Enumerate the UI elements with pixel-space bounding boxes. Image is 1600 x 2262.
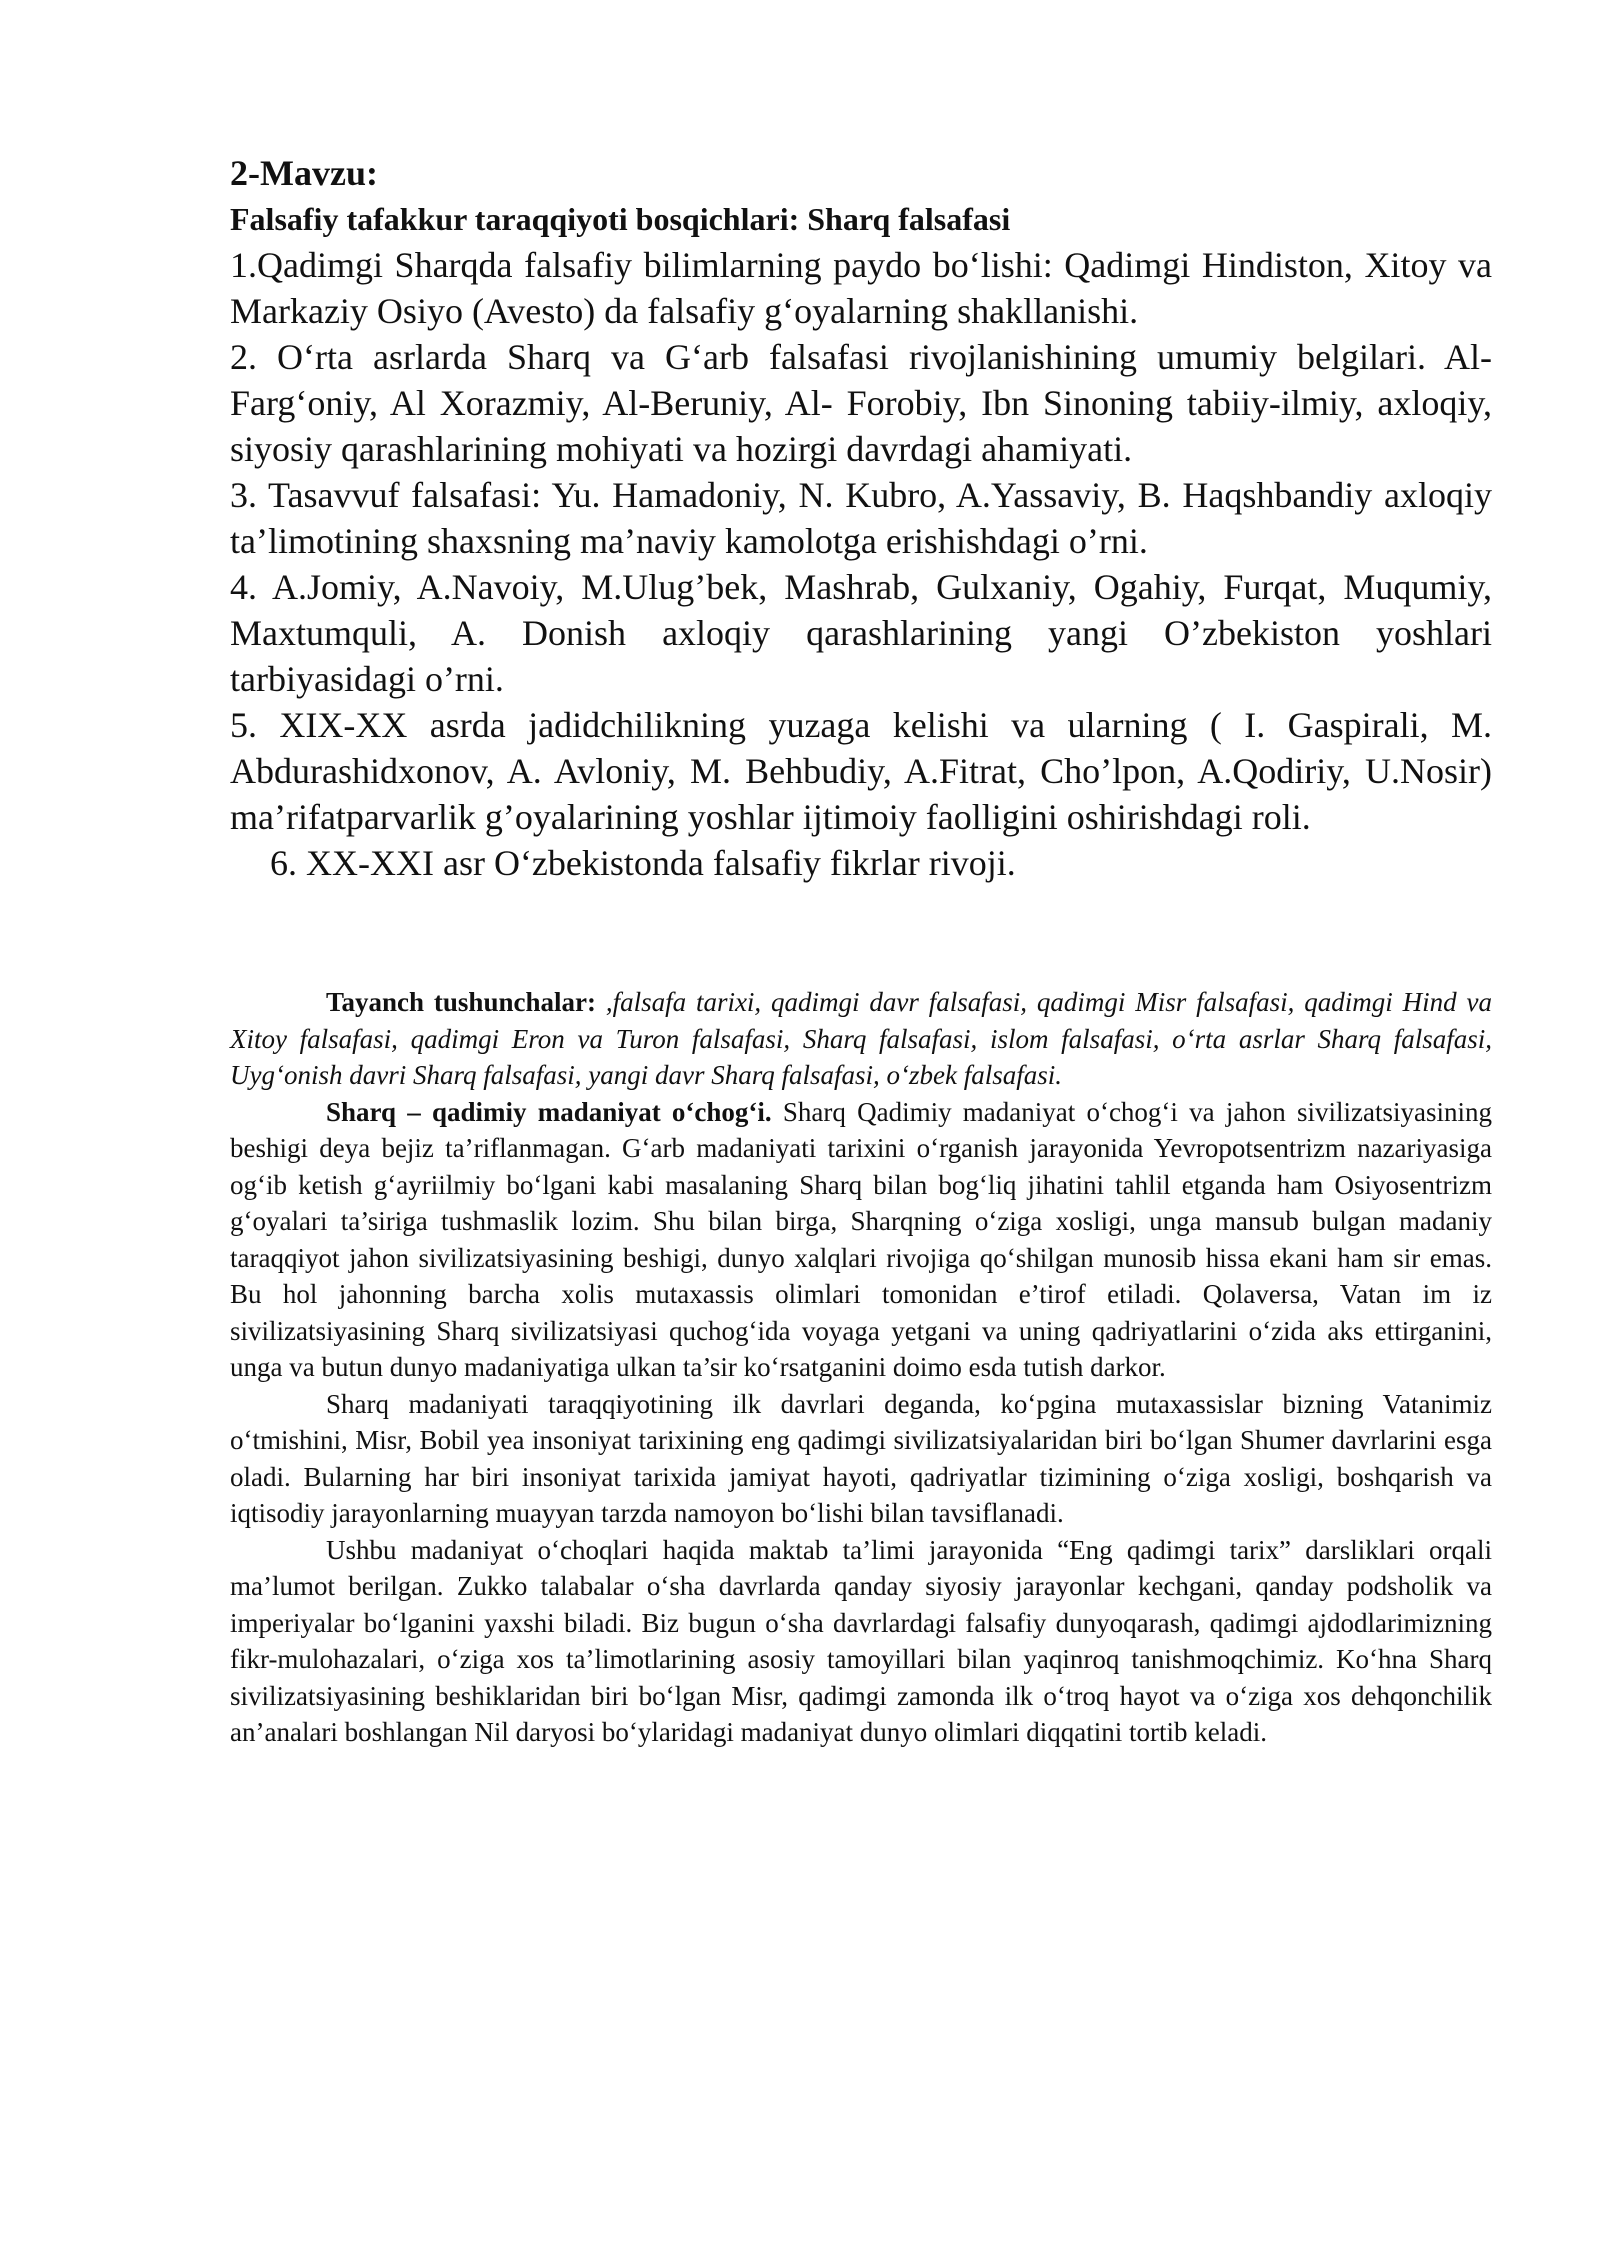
body-paragraph: Sharq madaniyati taraqqiyotining ilk davrlari deganda, ko‘pgina mutaxassislar bizning Vatanimiz o‘tmishini, Misr, Bobil yea insoniyat tarixining eng qadimgi sivilizatsiyalaridan biri bo‘lgan Shumer davrlarini esga oladi. Bularning har biri insoniyat tarixida jamiyat hayoti, qadriyatlar tizimining o‘ziga xosligi, boshqarish va iqtisodiy jarayonlarning muayyan tarzda namoyon bo‘lishi bilan tavsiflanadi. (230, 1388, 1492, 1528)
topic-subtitle: Falsafiy tafakkur taraqqiyoti bosqichlari: Sharq falsafasi (230, 201, 1011, 237)
plan-list (230, 242, 1492, 886)
section-intro-text: Sharq Qadimiy madaniyat o‘chog‘i va jahon sivilizatsiyasining beshigi deya bejiz ta’riflanmagan. G‘arb madaniyati tarixini o‘rganish jarayonida Yevropotsentrizm nazariyasiga og‘ib ketish g‘ayriilmiy bo‘lgani kabi masalaning Sharq bilan bog‘liq jihatini tahlil etganda ham Osiyosentrizm g‘oyalari ta’siriga tushmaslik lozim. Shu bilan birga, Sharqning o‘ziga xosligi, unga mansub bulgan madaniy taraqqiyot jahon sivilizatsiyasining beshigi, dunyo xalqlari rivojiga qo‘shilgan munosib hissa ekani ham sir emas. Bu hol jahonning barcha xolis mutaxassis olimlari tomonidan e’tirof etiladi. Qolaversa, Vatan im iz sivilizatsiyasining Sharq sivilizatsiyasi quchog‘ida voyaga yetgani va uning qadriyatlarini o‘zida aks ettirganini, unga va butun dunyo madaniyatiga ulkan ta’sir ko‘rsatganini doimo esda tutish darkor. (230, 1096, 1492, 1382)
plan-item: 6. XX-XXI asr O‘zbekistonda falsafiy fikrlar rivoji. (270, 843, 1016, 883)
section-heading: Sharq – qadimiy madaniyat o‘chog‘i. (326, 1096, 772, 1127)
plan-item: 5. XIX-XX asrda jadidchilikning yuzaga kelishi va ularning ( I. Gaspirali, M. Abdurashidxonov, A. Avloniy, M. Behbudiy, A.Fitrat, Cho’lpon, A.Qodiriy, U.Nosir) ma’rifatparvarlik g’oyalarining yoshlar ijtimoiy faolligini oshirishdagi roli. (230, 705, 1492, 837)
key-concepts-label: Tayanch tushunchalar: (326, 987, 596, 1017)
plan-item: 1.Qadimgi Sharqda falsafiy bilimlarning paydo bo‘lishi: Qadimgi Hindiston, Xitoy va Markaziy Osiyo (Avesto) da falsafiy g‘oyalarning shakllanishi. (230, 245, 1492, 331)
body-text (230, 984, 1492, 1751)
key-concepts-text: ,falsafa tarixi, qadimgi davr falsafasi, qadimgi Misr falsafasi, qadimgi Hind va Xitoy falsafasi, qadimgi Eron va Turon falsafasi, Sharq falsafasi, islom falsafasi, o‘rta asrlar Sharq falsafasi, Uyg‘onish davri Sharq falsafasi, yangi davr Sharq falsafasi, o‘zbek falsafasi. (230, 987, 1492, 1090)
plan-item: 3. Tasavvuf falsafasi: Yu. Hamadoniy, N. Kubro, A.Yassaviy, B. Haqshbandiy axloqiy ta’limotining shaxsning ma’naviy kamolotga erishishdagi o’rni. (230, 475, 1492, 561)
plan-item: 4. A.Jomiy, A.Navoiy, M.Ulug’bek, Mashrab, Gulxaniy, Ogahiy, Furqat, Muqumiy, Maxtumquli, A. Donish axloqiy qarashlarining yangi O’zbekiston yoshlari tarbiyasidagi o’rni. (230, 567, 1492, 699)
plan-item: 2. O‘rta asrlarda Sharq va G‘arb falsafasi rivojlanishining umumiy belgilari. Al-Farg‘oniy, Al Xorazmiy, Al-Beruniy, Al- Forobiy, Ibn Sinoning tabiiy-ilmiy, axloqiy, siyosiy qarashlarining mohiyati va hozirgi davrdagi ahamiyati. (230, 337, 1492, 469)
document-page (230, 150, 1492, 1751)
section-intro-paragraph (230, 1094, 1492, 1386)
topic-heading: 2-Mavzu: (230, 153, 378, 193)
key-concepts-paragraph (230, 984, 1492, 1094)
body-paragraph: Ushbu madaniyat o‘choqlari haqida maktab ta’limi jarayonida “Eng qadimgi tarix” darsliklari orqali ma’lumot berilgan. Zukko talabalar o‘sha davrlarda qanday siyosiy jarayonlar kechgani, qanday podsholik va imperiyalar bo‘lganini yaxshi biladi. Biz bugun o‘sha davrlardagi falsafiy dunyoqarash, qadimgi ajdodlarimizning fikr-mulohazalari, o‘ziga xos ta’limotlarining asosiy tamoyillari bilan yaqinroq tanishmoqchimiz. Ko‘hna Sharq sivilizatsiyasining beshiklaridan biri bo‘lgan Misr, qadimgi zamonda ilk o‘troq hayot va o‘ziga xos dehqonchilik an’analari boshlangan Nil daryosi bo‘ylaridagi madaniyat dunyo olimlari diqqatini tortib keladi. (230, 1534, 1492, 1747)
